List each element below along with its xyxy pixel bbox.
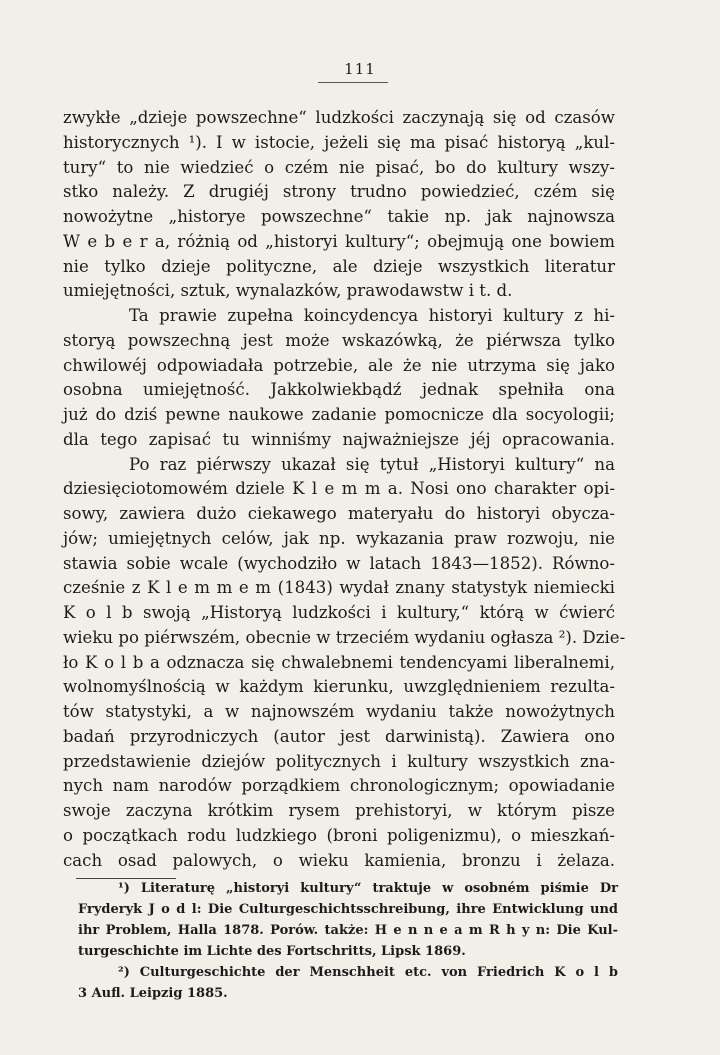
text-line: już do dziś pewne naukowe zadanie pomocnicze dla socyologii; (63, 405, 615, 424)
text-line: tów statystyki, a w najnowszém wydaniu także nowożytnych (63, 702, 615, 721)
text-line: stko należy. Z drugiéj strony trudno powiedzieć, czém się (63, 182, 615, 202)
page-number-rule (318, 82, 388, 83)
text-line: stawia sobie wcale (wychodziło w latach 1843—1852). Równo- (63, 553, 615, 573)
text-line: K o l b swoją „Historyą ludzkości i kultury,“ którą w ćwierć (63, 603, 615, 622)
text-line: sowy, zawiera dużo ciekawego materyału do historyi obycza- (63, 504, 615, 523)
text-line: Ta prawie zupełna koincydencya historyi kultury z hi- (129, 306, 615, 325)
text-line: o początkach rodu ludzkiego (broni poligenizmu), o mieszkań- (63, 825, 615, 845)
footnote-line: ihr Problem, Halla 1878. Porów. także: H e n n e a m R h y n: Die Kul- (78, 923, 618, 938)
text-line: nych nam narodów porządkiem chronologicznym; opowiadanie (63, 776, 615, 796)
main-text (63, 106, 626, 873)
footnote-line: ¹) Literaturę „historyi kultury“ traktuje w osobném piśmie Dr (118, 881, 618, 896)
text-line: dla tego zapisać tu winniśmy najważniejsze jéj opracowania. (63, 429, 615, 449)
text-line: osobna umiejętność. Jakkolwiekbądź jednak spełniła ona (63, 380, 615, 400)
footnotes (78, 878, 618, 1004)
text-line: historycznych ¹). I w istocie, jeżeli się ma pisać historyą „kul- (63, 132, 615, 152)
text-line: swoje zaczyna krótkim rysem prehistoryi, w którym pisze (63, 801, 615, 820)
text-line: nie tylko dzieje polityczne, ale dzieje wszystkich literatur (63, 256, 615, 276)
text-line: cześnie z K l e m m e m (1843) wydał znany statystyk niemiecki (63, 578, 615, 598)
footnote-line: turgeschichte im Lichte des Fortschritts, Lipsk 1869. (78, 944, 466, 959)
text-line: W e b e r a, różnią od „historyi kultury“; obejmują one bowiem (63, 231, 615, 251)
text-line: ło K o l b a odznacza się chwalebnemi tendencyami liberalnemi, (63, 652, 615, 672)
footnote-line: ²) Culturgeschichte der Menschheit etc. von Friedrich K o l b (118, 965, 618, 980)
text-line: badań przyrodniczych (autor jest darwinistą). Zawiera ono (63, 726, 615, 746)
footnote-line: 3 Aufl. Leipzig 1885. (78, 986, 228, 1001)
text-line: wieku po piérwszém, obecnie w trzeciém wydaniu ogłasza ²). Dzie- (63, 627, 626, 647)
text-line: jów; umiejętnych celów, jak np. wykazania praw rozwoju, nie (63, 528, 615, 548)
text-line: wolnomyślnością w każdym kierunku, uwzględnieniem rezulta- (63, 677, 615, 697)
text-line: tury“ to nie wiedzieć o czém nie pisać, bo do kultury wszy- (63, 157, 615, 177)
text-line: Po raz piérwszy ukazał się tytuł „Historyi kultury“ na (129, 454, 615, 474)
text-line: zwykłe „dzieje powszechne“ ludzkości zaczynają się od czasów (63, 108, 615, 127)
text-line: dziesięciotomowém dziele K l e m m a. Nosi ono charakter opi- (63, 479, 615, 499)
text-line: cach osad palowych, o wieku kamienia, bronzu i żelaza. (63, 850, 615, 870)
page-number: 111 (344, 60, 376, 78)
text-line: przedstawienie dziejów politycznych i kultury wszystkich zna- (63, 751, 615, 771)
text-line: umiejętności, sztuk, wynalazków, prawodawstw i t. d. (63, 281, 513, 301)
footnote-line: Fryderyk J o d l: Die Culturgeschichtsschreibung, ihre Entwicklung und (78, 902, 618, 917)
text-line: chwilowéj odpowiadała potrzebie, ale że nie utrzyma się jako (63, 355, 615, 375)
text-line: nowożytne „historye powszechne“ takie np. jak najnowsza (63, 207, 615, 226)
text-line: storyą powszechną jest może wskazówką, że piérwsza tylko (63, 330, 615, 350)
